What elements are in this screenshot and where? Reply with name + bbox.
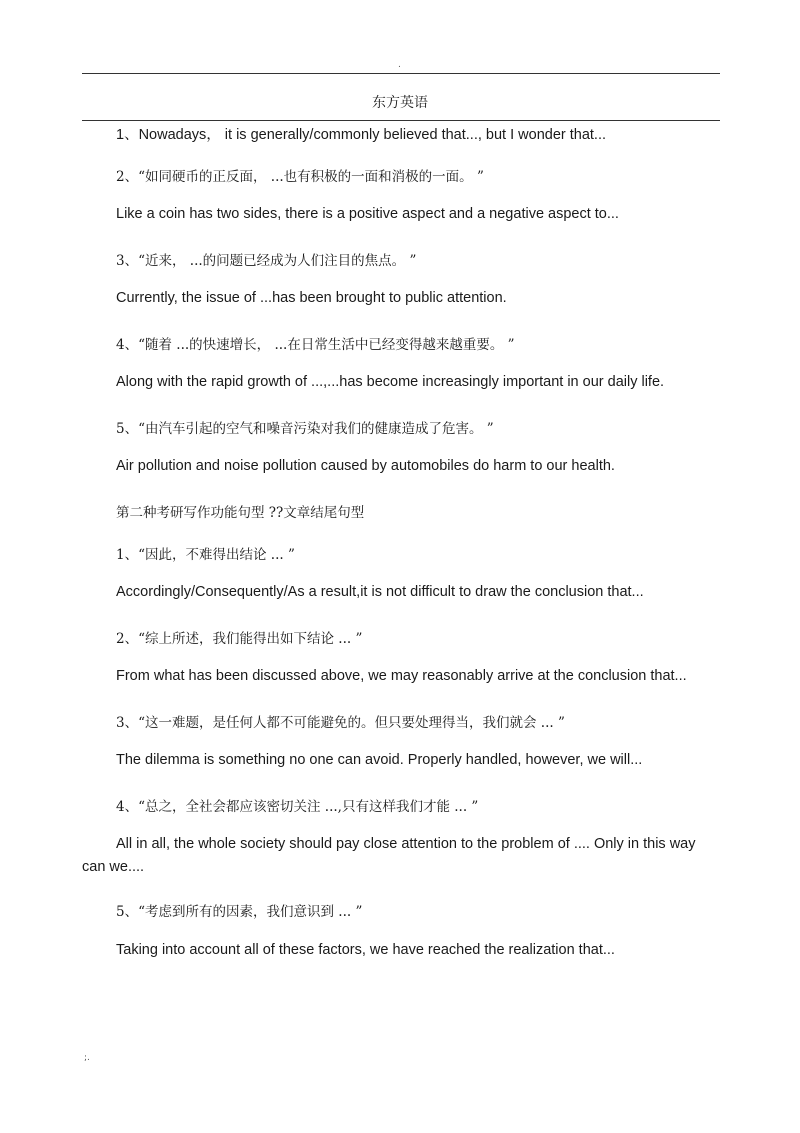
sentence-1-zh-en: 1、Nowadays， it is generally/commonly believed that..., but I wonder that... — [116, 127, 607, 143]
ending-pattern-3-english: The dilemma is something no one can avoid. Properly handled, however, we will... — [116, 752, 643, 768]
opening-pattern-4-chinese: 4、“随着 ...的快速增长， ...在日常生活中已经变得越来越重要。 ” — [116, 337, 515, 353]
header-rule-bottom — [82, 120, 720, 121]
opening-pattern-2-chinese: 2、“如同硬币的正反面， ...也有积极的一面和消极的一面。 ” — [116, 169, 484, 185]
opening-pattern-5-chinese: 5、“由汽车引起的空气和噪音污染对我们的健康造成了危害。 ” — [116, 421, 494, 437]
ending-pattern-4-chinese: 4、“总之，全社会都应该密切关注 ...,只有这样我们才能 ... ” — [116, 799, 479, 815]
page-header-title: 东方英语 — [372, 95, 428, 111]
ending-pattern-4-english: All in all, the whole society should pay close attention to the problem of .... Only in this way can we.... — [82, 836, 696, 875]
ending-pattern-5-english: Taking into account all of these factors, we have reached the realization that... — [116, 942, 615, 958]
opening-pattern-4-english: Along with the rapid growth of ...,...has become increasingly important in our daily life. — [116, 374, 665, 390]
ending-pattern-2-english: From what has been discussed above, we may reasonably arrive at the conclusion that... — [116, 668, 687, 684]
ending-pattern-5-chinese: 5、“考虑到所有的因素，我们意识到 ... ” — [116, 904, 363, 920]
opening-pattern-3-chinese: 3、“近来， ...的问题已经成为人们注目的焦点。 ” — [116, 253, 417, 269]
ending-pattern-2-chinese: 2、“综上所述，我们能得出如下结论 ... ” — [116, 631, 363, 647]
ending-pattern-1-english: Accordingly/Consequently/As a result,it is not difficult to draw the conclusion that... — [116, 584, 644, 600]
ending-pattern-3-chinese: 3、“这一难题，是任何人都不可能避免的。但只要处理得当，我们就会 ... ” — [116, 715, 565, 731]
footer-bottom-mark: ;. — [84, 1053, 90, 1063]
opening-pattern-2-english: Like a coin has two sides, there is a positive aspect and a negative aspect to... — [116, 206, 619, 222]
header-rule-top — [82, 73, 720, 74]
section-heading-ending-patterns: 第二种考研写作功能句型 ??文章结尾句型 — [116, 505, 365, 521]
opening-pattern-5-english: Air pollution and noise pollution caused by automobiles do harm to our health. — [116, 458, 615, 474]
header-top-mark: . — [398, 60, 401, 70]
ending-pattern-1-chinese: 1、“因此，不难得出结论 ... ” — [116, 547, 295, 563]
opening-pattern-3-english: Currently, the issue of ...has been brought to public attention. — [116, 290, 507, 306]
